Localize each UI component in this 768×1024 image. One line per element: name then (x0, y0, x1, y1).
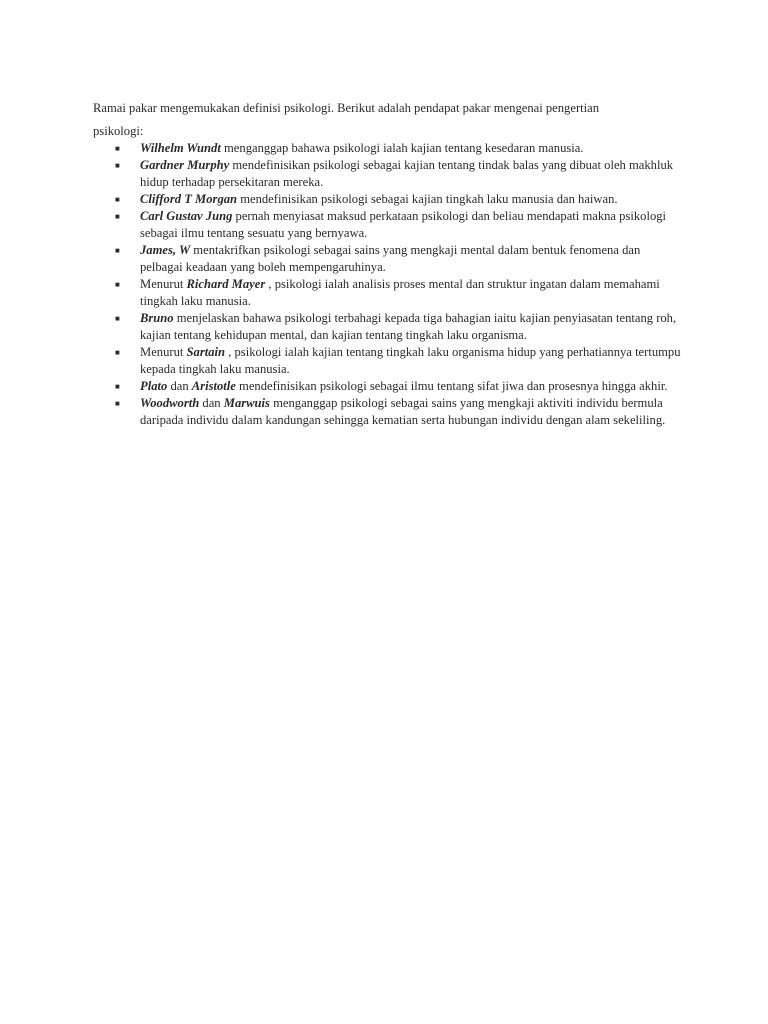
list-item (93, 242, 683, 276)
expert-name: Woodworth (140, 396, 200, 410)
document-body (93, 96, 683, 429)
item-connector: dan (167, 379, 192, 393)
list-item (93, 378, 683, 395)
square-bullet-icon: ■ (115, 314, 120, 323)
item-text: mendefinisikan psikologi sebagai kajian tentang tindak balas yang dibuat oleh makhluk hidup terhadap persekitaran mereka. (140, 158, 674, 189)
list-item (93, 208, 683, 242)
square-bullet-icon: ■ (115, 399, 120, 408)
expert-name: Clifford T Morgan (140, 192, 238, 206)
expert-name-2: Aristotle (191, 379, 236, 393)
item-text: menganggap bahawa psikologi ialah kajian tentang kesedaran manusia. (220, 141, 584, 155)
expert-name: Richard Mayer (186, 277, 266, 291)
item-text: mendefinisikan psikologi sebagai ilmu tentang sifat jiwa dan prosesnya hingga akhir. (235, 379, 668, 393)
item-text: mendefinisikan psikologi sebagai kajian tingkah laku manusia dan haiwan. (237, 192, 618, 206)
item-connector: dan (199, 396, 224, 410)
expert-name: Plato (140, 379, 168, 393)
item-prefix: Menurut (140, 345, 187, 359)
item-text: pernah menyiasat maksud perkataan psikologi dan beliau mendapati makna psikologi sebagai ilmu tentang sesuatu yang bernyawa. (140, 209, 667, 240)
list-item (93, 344, 683, 378)
list-item (93, 191, 683, 208)
square-bullet-icon: ■ (115, 348, 120, 357)
list-item (93, 310, 683, 344)
square-bullet-icon: ■ (115, 246, 120, 255)
expert-name: Wilhelm Wundt (140, 141, 221, 155)
square-bullet-icon: ■ (115, 212, 120, 221)
expert-name-2: Marwuis (223, 396, 270, 410)
expert-name: Carl Gustav Jung (140, 209, 233, 223)
list-item (93, 395, 683, 429)
expert-name: James, W (140, 243, 191, 257)
item-prefix: Menurut (140, 277, 187, 291)
list-item (93, 140, 683, 157)
item-text: menganggap psikologi sebagai sains yang mengkaji aktiviti individu bermula daripada individu dalam kandungan sehingga kematian serta hubungan individu dengan alam sekeliling. (140, 396, 666, 427)
expert-name: Gardner Murphy (140, 158, 230, 172)
square-bullet-icon: ■ (115, 161, 120, 170)
square-bullet-icon: ■ (115, 382, 120, 391)
square-bullet-icon: ■ (115, 144, 120, 153)
intro-continuation: psikologi: (93, 124, 144, 138)
square-bullet-icon: ■ (115, 195, 120, 204)
item-text: , psikologi ialah kajian tentang tingkah laku organisma hidup yang perhatiannya tertumpu kepada tingkah laku manusia. (140, 345, 681, 376)
definition-list (93, 140, 683, 429)
list-item (93, 157, 683, 191)
list-item (93, 276, 683, 310)
item-text: mentakrifkan psikologi sebagai sains yang mengkaji mental dalam bentuk fenomena dan pelbagai keadaan yang boleh mempengaruhinya. (140, 243, 641, 274)
item-text: , psikologi ialah analisis proses mental dan struktur ingatan dalam memahami tingkah laku manusia. (140, 277, 660, 308)
expert-name: Sartain (186, 345, 226, 359)
expert-name: Bruno (140, 311, 174, 325)
item-text: menjelaskan bahawa psikologi terbahagi kepada tiga bahagian iaitu kajian penyiasatan tentang roh, kajian tentang kehidupan mental, dan kajian tentang tingkah laku organisma. (140, 311, 677, 342)
square-bullet-icon: ■ (115, 280, 120, 289)
intro-paragraph: Ramai pakar mengemukakan definisi psikologi. Berikut adalah pendapat pakar mengenai pengertian (93, 101, 600, 115)
